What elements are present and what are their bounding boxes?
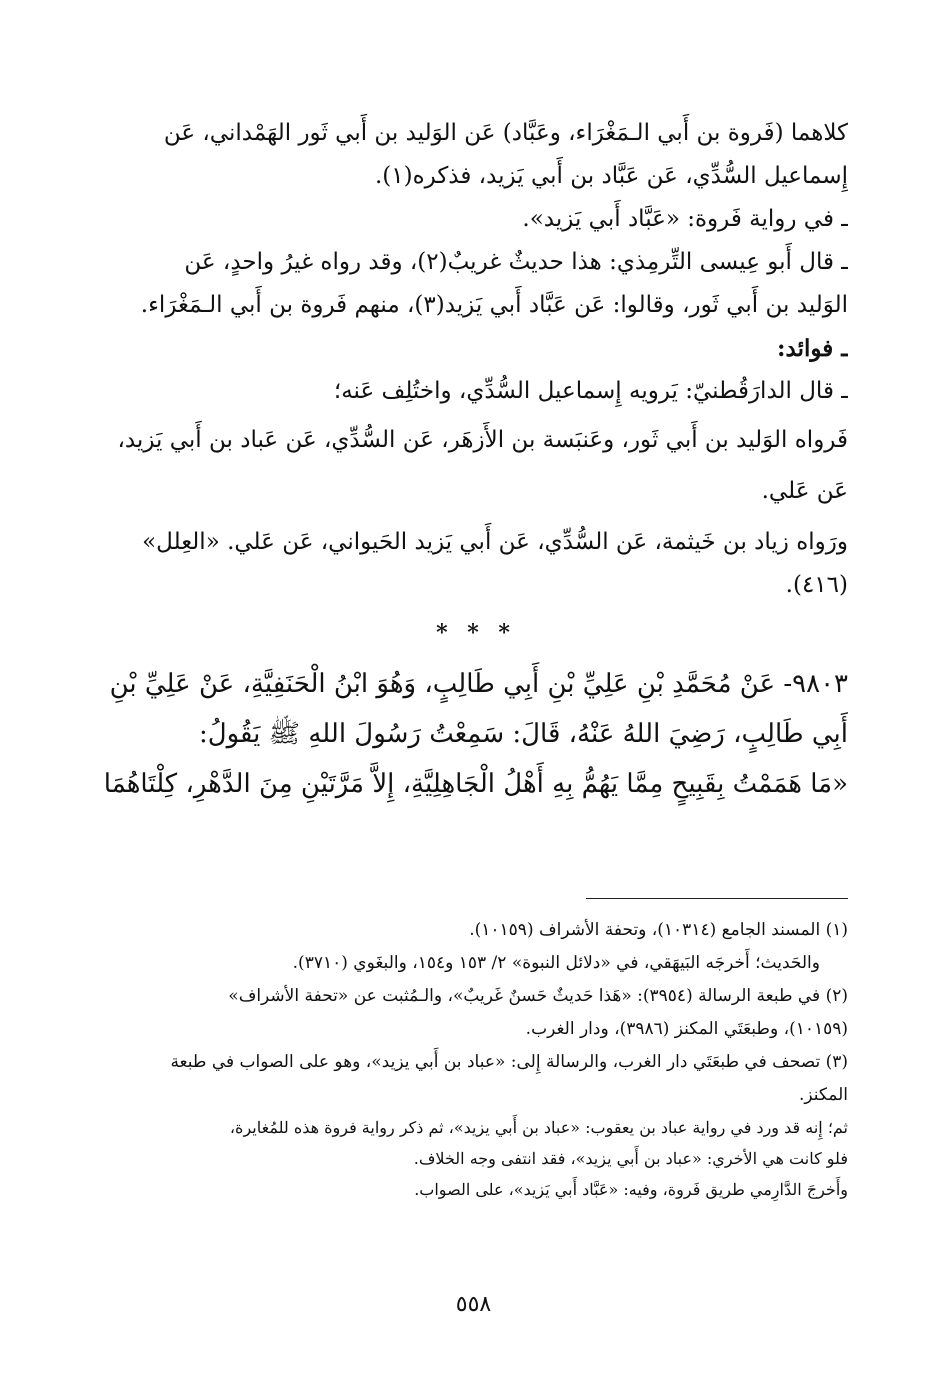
footnote-line: المكنز. bbox=[798, 1085, 848, 1105]
body-line: كلاهما (فَروة بن أَبي الـمَغْرَاء، وعَبَّاد) عَن الوَليد بن أَبي ثَور الهَمْداني، عَن bbox=[163, 120, 848, 146]
section-separator: * * * bbox=[436, 620, 516, 646]
page-number: ٥٥٨ bbox=[455, 1292, 492, 1317]
footnote-line: والحَديث؛ أَخرجَه البَيهَقي، في «دلائل النبوة» ٢/ ١٥٣ و١٥٤، والبغَوي (٣٧١٠). bbox=[292, 953, 820, 973]
sub-note-line: وأَخرجَ الدَّارِمي طريق فَروة، وفيه: «عَبَّاد أَبي يَزيد»، على الصواب. bbox=[414, 1180, 848, 1199]
footnote-divider bbox=[586, 898, 848, 899]
fawaid-line: عَن عَلي. bbox=[761, 478, 848, 504]
footnote-line: (٢) في طبعة الرسالة (٣٩٥٤): «هَذا حَديثٌ حَسنٌ غَريبٌ»، والـمُثبت عن «تحفة الأشراف» bbox=[228, 986, 848, 1006]
fawaid-line: ـ قال الدارَقُطنيّ: يَرويه إِسماعيل السُّدِّي، واختُلِف عَنه؛ bbox=[333, 378, 848, 404]
main-text bbox=[104, 112, 848, 809]
footnote-line: (١٠١٥٩)، وطبعَتَي المكنز (٣٩٨٦)، ودار الغرب. bbox=[525, 1019, 848, 1039]
sub-note-line: ثم؛ إِنه قد ورد في رواية عباد بن يعقوب: «عباد بن أَبي يزيد»، ثم ذكر رواية فروة هذه للمُغايرة، bbox=[229, 1118, 848, 1137]
body-line: ـ قال أَبو عِيسى التِّرمِذي: هذا حديثٌ غريبٌ(٢)، وقد رواه غيرُ واحدٍ، عَن bbox=[184, 249, 848, 275]
body-line: الوَليد بن أَبي ثَور، وقالوا: عَن عَبَّاد أَبي يَزيد(٣)، منهم فَروة بن أَبي الـمَغْرَاء. bbox=[140, 292, 848, 318]
body-line: ـ في رواية فَروة: «عَبَّاد أَبي يَزيد». bbox=[522, 206, 848, 232]
body-line: إِسماعيل السُّدِّي، عَن عَبَّاد بن أَبي يَزيد، فذكره(١). bbox=[374, 163, 848, 189]
hadith-line: ٩٨٠٣- عَنْ مُحَمَّدِ بْنِ عَلِيِّ بْنِ أَبِي طَالِبٍ، وَهُوَ ابْنُ الْحَنَفِيَّةِ، عَنْ عَلِيِّ بْنِ bbox=[109, 669, 848, 699]
sub-note-line: فلو كانت هي الأخري: «عباد بن أَبي يزيد»، فقد انتفى وجه الخلاف. bbox=[413, 1149, 848, 1168]
footnotes bbox=[104, 914, 848, 1205]
fawaid-line: ورَواه زياد بن خَيثمة، عَن السُّدِّي، عَن أَبي يَزيد الحَيواني، عَن عَلي. «العِلل» bbox=[142, 529, 848, 555]
footnote-line: (١) المسند الجامع (١٠٣١٤)، وتحفة الأشراف (١٠١٥٩). bbox=[469, 920, 848, 940]
fawaid-line: (٤١٦). bbox=[785, 572, 848, 598]
hadith-line: أَبِي طَالِبٍ، رَضِيَ اللهُ عَنْهُ، قَالَ: سَمِعْتُ رَسُولَ اللهِ ﷺ يَقُولُ: bbox=[198, 719, 848, 749]
fawaid-line: فَرواه الوَليد بن أَبي ثَور، وعَنبَسة بن الأَزهَر، عَن السُّدِّي، عَن عَباد بن أَبي يَزيد، bbox=[117, 427, 848, 453]
fawaid-heading: ـ فوائد: bbox=[777, 335, 848, 362]
hadith-line: «مَا هَمَمْتُ بِقَبِيحٍ مِمَّا يَهُمُّ بِهِ أَهْلُ الْجَاهِلِيَّةِ، إِلاَّ مَرَّتَيْنِ مِنَ الدَّهْرِ، كِلْتَاهُمَا bbox=[104, 769, 848, 799]
footnote-line: (٣) تصحف في طبعَتَي دار الغرب، والرسالة إِلى: «عباد بن أَبي يزيد»، وهو على الصواب في طبعة bbox=[170, 1052, 848, 1072]
